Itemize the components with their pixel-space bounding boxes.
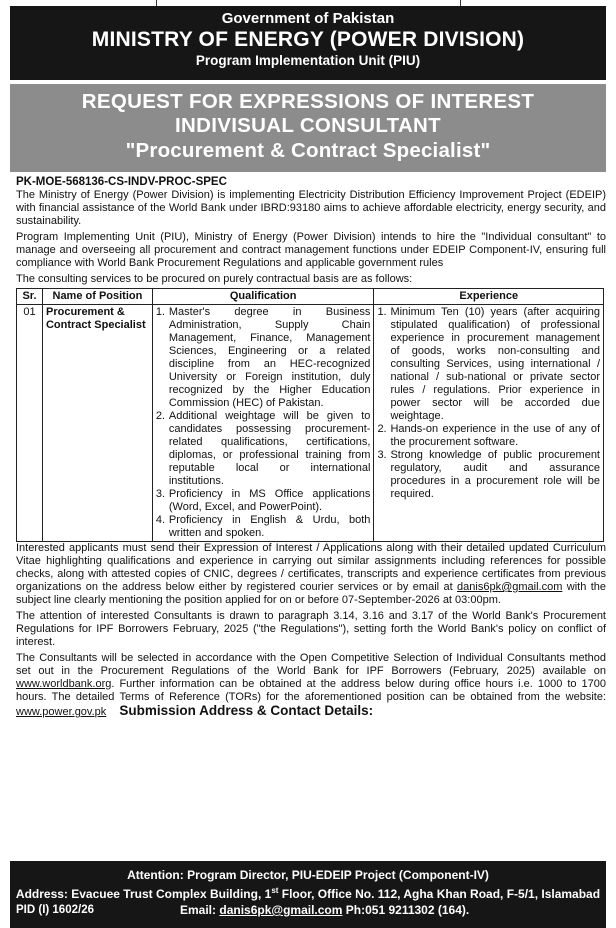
attention-line: Attention: Program Director, PIU-EDEIP Project (Component-IV) (127, 868, 489, 882)
table-header-row (17, 289, 604, 305)
banner-line-1: REQUEST FOR EXPRESSIONS OF INTEREST (81, 90, 535, 113)
intro-paragraph: The Ministry of Energy (Power Division) is implementing Electricity Distribution Efficiency Improvement Project (EDEIP) with financial assistance of the World Bank under IBRD:93180 aims to achieve affordable electricity, energy security, and sustainability. (16, 189, 606, 227)
experience-item: 1. Minimum Ten (10) years (after acquiring stipulated qualification) of professional experience in procurement management of goods, works non-consulting and consulting Services, using international / national / sub-national or private sector rules / regulations. Prior experience in power sector will be accorded due weightage. (377, 306, 600, 422)
banner-line-3: "Procurement & Contract Specialist" (125, 139, 491, 162)
cell-sr: 01 (17, 305, 43, 542)
header-experience: Experience (374, 289, 604, 305)
header-qualification: Qualification (152, 289, 374, 305)
contact-email-phone: Email: danis6pk@gmail.com Ph:051 9211302 (164). (180, 903, 470, 917)
header-name: Name of Position (42, 289, 152, 305)
apply-email-link[interactable]: danis6pk@gmail.com (457, 581, 563, 593)
cell-experience (374, 305, 604, 542)
pid-number: PID (I) 1602/26 (16, 904, 94, 916)
footer-email-link[interactable]: danis6pk@gmail.com (219, 903, 343, 917)
ministry-title: MINISTRY OF ENERGY (POWER DIVISION) (91, 28, 525, 51)
banner-line-2: INDIVISUAL CONSULTANT (175, 114, 441, 137)
cell-position-name: Procurement & Contract Specialist (42, 305, 152, 542)
contact-footer (10, 861, 606, 928)
piu-paragraph: Program Implementing Unit (PIU), Ministry of Energy (Power Division) intends to hire the "Individual consultant" to manage and overseeing all procurement and contract management functions under EDEIP Component-IV, ensuring full compliance with World Bank Procurement Regulations and applicable government rules (16, 231, 606, 269)
qualification-item: 4. Proficiency in English & Urdu, both written and spoken. (155, 514, 371, 539)
eoi-banner (10, 84, 606, 172)
table-row (17, 305, 604, 542)
reference-number: PK-MOE-568136-CS-INDV-PROC-SPEC (16, 176, 227, 188)
worldbank-link[interactable]: www.worldbank.org (16, 678, 112, 690)
selection-paragraph: The Consultants will be selected in accordance with the Open Competitive Selection of Individual Consultants method set out in the Procurement Regulations of the World Bank for IPF Borrowers (February, 2025) available on www.worldbank.org. Further information can be obtained at the address below during office hours i.e. 1000 to 1700 hours. The detailed Terms of Reference (TORs) for the aforementioned position can be obtained from the website: www.power.gov.pk Submission Address & Contact Details: (16, 652, 606, 718)
consulting-services-note: The consulting services to be procured on purely contractual basis are as follows: (16, 273, 413, 285)
government-title: Government of Pakistan (221, 10, 395, 27)
power-gov-link[interactable]: www.power.gov.pk (16, 706, 107, 718)
experience-item: 2. Hands-on experience in the use of any of the procurement software. (377, 423, 600, 448)
submission-heading: Submission Address & Contact Details: (119, 703, 374, 718)
address-line: Address: Evacuee Trust Complex Building, 1st Floor, Office No. 112, Agha Khan Road, F-5/1, Islamabad (15, 886, 601, 901)
position-table (16, 288, 604, 542)
application-paragraph: Interested applicants must send their Expression of Interest / Applications along with their detailed updated Curriculum Vitae highlighting qualifications and experience in carrying out similar assignments including references for possible checks, along with attested copies of CNIC, degrees / certificates, transcripts and experience certificates from previous organizations on the address below either by registered courier services or by email at danis6pk@gmail.com with the subject line clearly mentioning the position applied for on or before 07-September-2026 at 03:00pm. (16, 542, 606, 606)
advertisement-body (16, 176, 606, 719)
qualification-item: 1. Master's degree in Business Administration, Supply Chain Management, Finance, Management Sciences, Engineering or a related discipline from an HEC-recognized University or Foreign institution, duly recognized by the Higher Education Commission (HEC) of Pakistan. (155, 306, 371, 409)
ministry-header (10, 6, 606, 80)
cell-qualification (152, 305, 374, 542)
qualification-item: 3. Proficiency in MS Office applications (Word, Excel, and PowerPoint). (155, 488, 371, 513)
experience-item: 3. Strong knowledge of public procurement regulatory, audit and assurance procedures in a procurement role will be required. (377, 449, 600, 500)
pid-email-line (10, 902, 606, 918)
header-sr: Sr. (17, 289, 43, 305)
piu-title: Program Implementation Unit (PIU) (195, 53, 421, 68)
conflict-of-interest-paragraph: The attention of interested Consultants is drawn to paragraph 3.14, 3.16 and 3.17 of the World Bank's Procurement Regulations for IPF Borrowers February, 2025 ("the Regulations"), setting forth the World Bank's policy on conflict of interest. (16, 610, 606, 648)
qualification-item: 2. Additional weightage will be given to candidates possessing procurement-related qualifications, certifications, diplomas, or professional training from reputable local or international institutions. (155, 410, 371, 487)
